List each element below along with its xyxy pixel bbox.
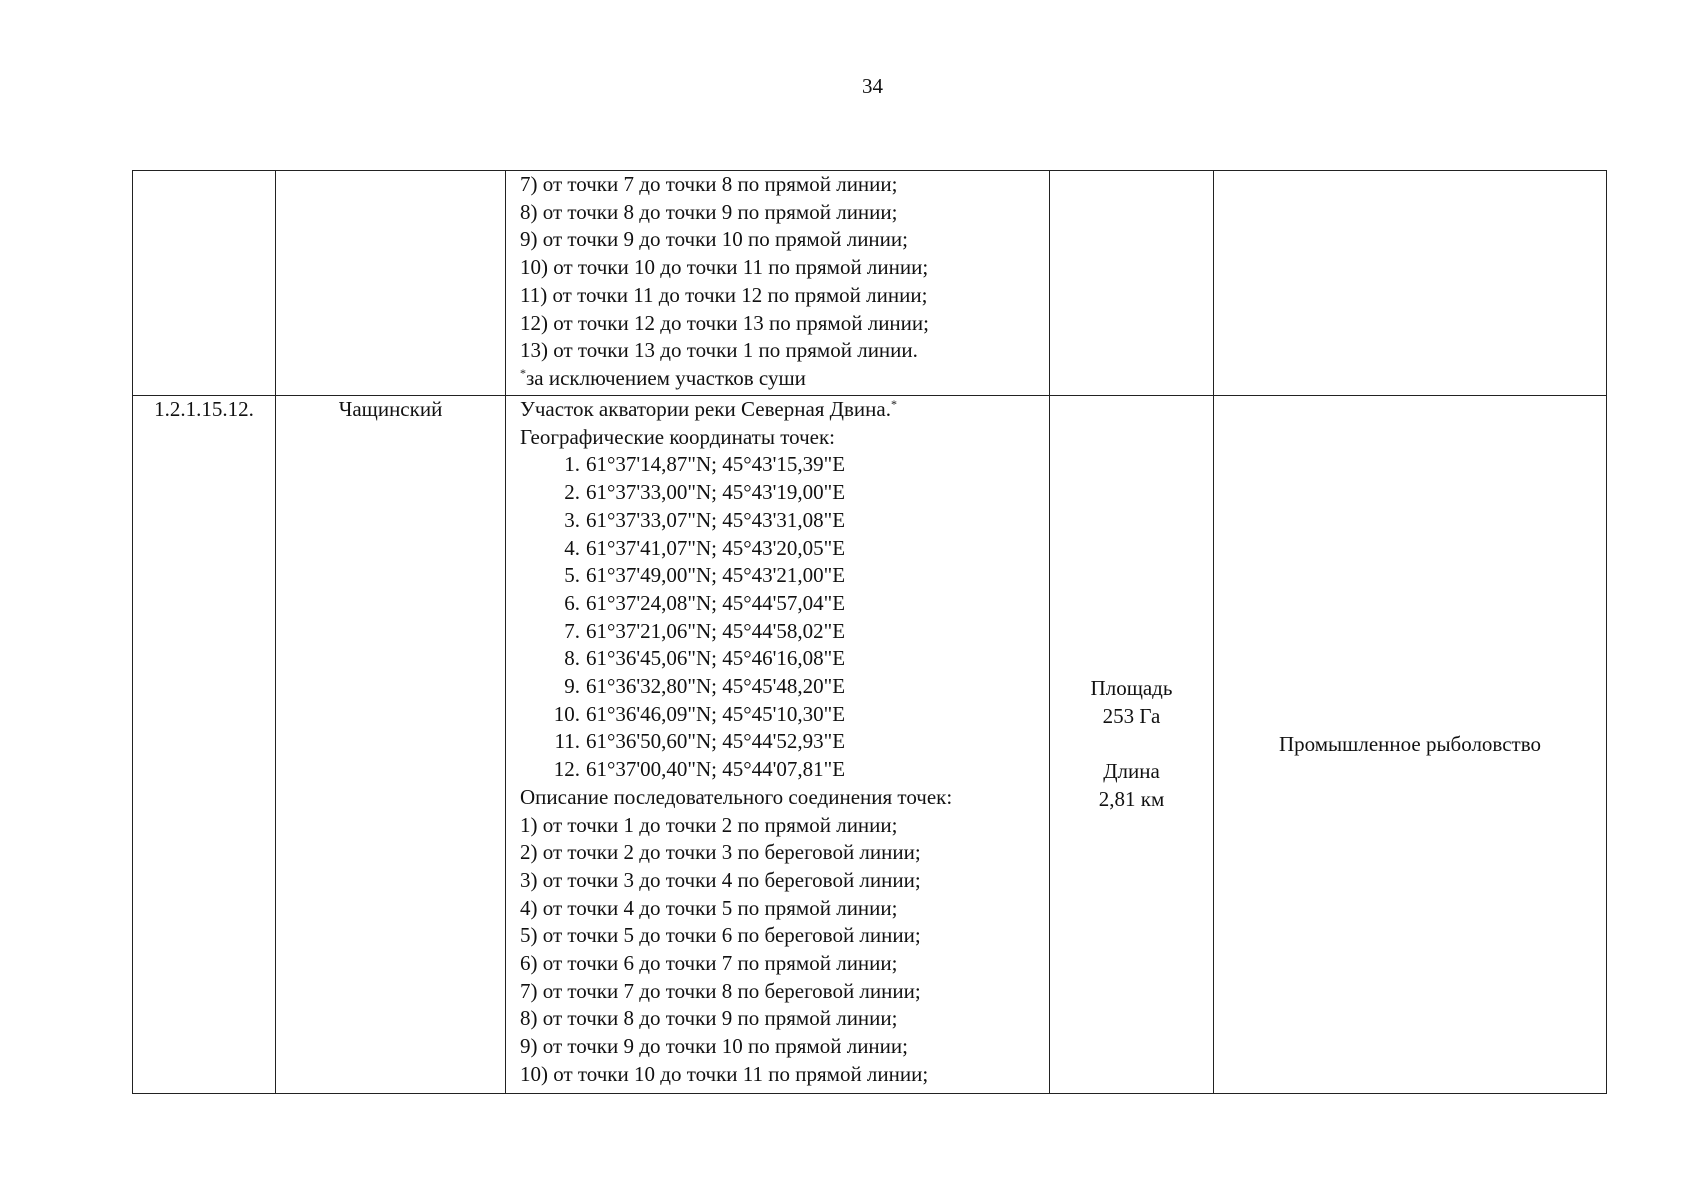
site-name-cell	[276, 171, 506, 396]
area-label: Площадь	[1090, 676, 1173, 701]
coord-item	[520, 728, 1043, 756]
coords-heading: Географические координаты точек:	[520, 424, 835, 449]
length-label: Длина	[1103, 759, 1160, 784]
coord-number: 11.	[554, 729, 580, 754]
site-description-cell	[506, 396, 1050, 1094]
connection-line: 13) от точки 13 до точки 1 по прямой линии.	[520, 338, 918, 363]
coord-item	[520, 451, 1043, 479]
connection-line: 11) от точки 11 до точки 12 по прямой линии;	[520, 282, 928, 307]
site-title	[520, 396, 1043, 424]
coord-value: 61°36'46,09"N; 45°45'10,30"E	[586, 701, 846, 726]
coord-value: 61°37'33,07"N; 45°43'31,08"E	[586, 507, 846, 532]
coord-value: 61°37'49,00"N; 45°43'21,00"E	[586, 563, 846, 588]
connection-line: 9) от точки 9 до точки 10 по прямой линии;	[520, 227, 908, 252]
coord-number: 9.	[564, 674, 580, 699]
coord-item	[520, 507, 1043, 535]
footnote-mark: *	[520, 365, 526, 380]
coord-item	[520, 479, 1043, 507]
coord-item	[520, 701, 1043, 729]
coord-value: 61°37'21,06"N; 45°44'58,02"E	[586, 618, 846, 643]
connection-line: 10) от точки 10 до точки 11 по прямой линии;	[520, 255, 929, 280]
coord-value: 61°37'24,08"N; 45°44'57,04"E	[586, 590, 846, 615]
coord-number: 1.	[564, 452, 580, 477]
connection-heading: Описание последовательного соединения точек:	[520, 784, 953, 809]
fishing-sites-table	[132, 170, 1607, 1094]
site-description-cell	[506, 171, 1050, 396]
connection-line: 8) от точки 8 до точки 9 по прямой линии;	[520, 1006, 898, 1031]
coord-number: 3.	[564, 507, 580, 532]
site-number-cell: 1.2.1.15.12.	[133, 396, 276, 1094]
coord-number: 7.	[564, 618, 580, 643]
connection-line: 3) от точки 3 до точки 4 по береговой линии;	[520, 867, 921, 892]
coord-value: 61°37'33,00"N; 45°43'19,00"E	[586, 480, 846, 505]
page-number: 34	[862, 74, 883, 98]
site-size-cell	[1050, 171, 1214, 396]
coord-item	[520, 562, 1043, 590]
coord-number: 10.	[553, 701, 580, 726]
coord-value: 61°36'50,60"N; 45°44'52,93"E	[586, 729, 846, 754]
coord-number: 6.	[564, 590, 580, 615]
site-size-cell	[1050, 396, 1214, 1094]
spacer	[1056, 731, 1207, 759]
footnote-mark: *	[890, 397, 897, 411]
site-number-cell	[133, 171, 276, 396]
coord-value: 61°36'32,80"N; 45°45'48,20"E	[586, 674, 846, 699]
connection-line: 9) от точки 9 до точки 10 по прямой линии;	[520, 1034, 908, 1059]
coord-value: 61°36'45,06"N; 45°46'16,08"E	[586, 646, 846, 671]
coord-value: 61°37'14,87"N; 45°43'15,39"E	[586, 452, 846, 477]
site-purpose-cell: Промышленное рыболовство	[1214, 396, 1607, 1094]
coord-value: 61°37'41,07"N; 45°43'20,05"E	[586, 535, 846, 560]
site-title-text: Участок акватории реки Северная Двина.	[520, 397, 891, 421]
coord-number: 5.	[564, 563, 580, 588]
connection-line: 1) от точки 1 до точки 2 по прямой линии;	[520, 812, 898, 837]
footnote-line	[520, 365, 1043, 393]
connection-line: 7) от точки 7 до точки 8 по береговой линии;	[520, 978, 921, 1003]
connection-line: 6) от точки 6 до точки 7 по прямой линии;	[520, 951, 898, 976]
connection-line: 8) от точки 8 до точки 9 по прямой линии;	[520, 199, 898, 224]
area-value: 253 Га	[1102, 703, 1161, 728]
site-name-cell: Чащинский	[276, 396, 506, 1094]
coord-number: 2.	[564, 480, 580, 505]
connection-line: 2) от точки 2 до точки 3 по береговой линии;	[520, 840, 921, 865]
footnote-text: за исключением участков суши	[526, 365, 806, 390]
connection-line: 4) от точки 4 до точки 5 по прямой линии;	[520, 895, 898, 920]
coord-number: 8.	[564, 646, 580, 671]
site-purpose-cell	[1214, 171, 1607, 396]
connection-line: 12) от точки 12 до точки 13 по прямой линии;	[520, 310, 929, 335]
connection-line: 5) от точки 5 до точки 6 по береговой линии;	[520, 923, 921, 948]
coord-number: 4.	[564, 535, 580, 560]
coord-item	[520, 535, 1043, 563]
coord-item	[520, 618, 1043, 646]
coord-item	[520, 590, 1043, 618]
connection-line: 7) от точки 7 до точки 8 по прямой линии;	[520, 172, 898, 196]
connection-line: 10) от точки 10 до точки 11 по прямой линии;	[520, 1061, 929, 1086]
coord-item	[520, 756, 1043, 784]
coord-value: 61°37'00,40"N; 45°44'07,81"E	[586, 757, 846, 782]
length-value: 2,81 км	[1098, 787, 1165, 812]
coord-number: 12.	[553, 757, 580, 782]
coord-item	[520, 673, 1043, 701]
table-row-continuation	[133, 171, 1607, 396]
table-row-site	[133, 396, 1607, 1094]
fishing-sites-table-container	[132, 170, 1606, 1094]
coord-item	[520, 645, 1043, 673]
